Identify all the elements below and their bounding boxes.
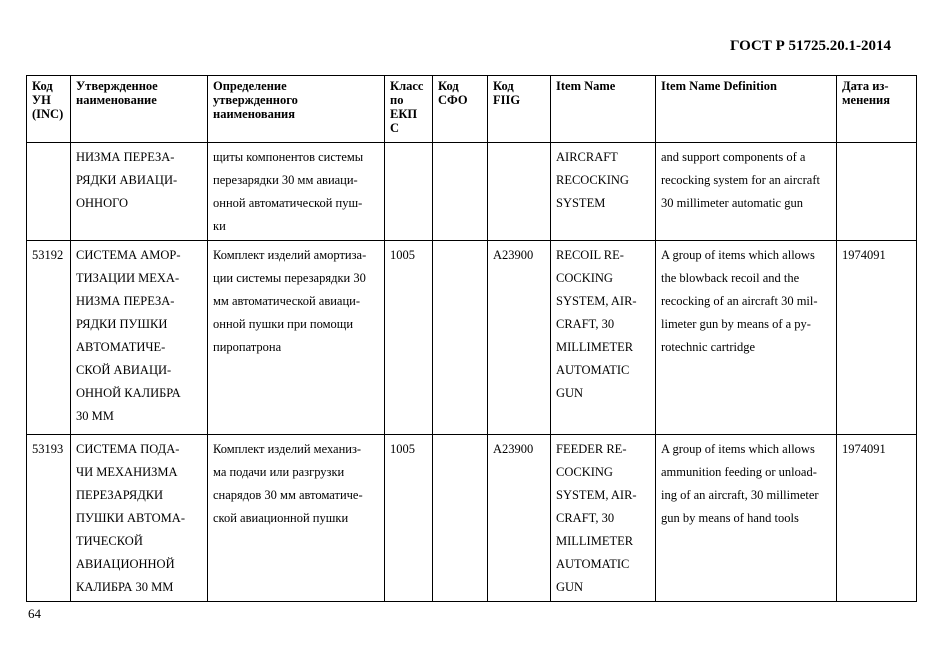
cell-inc (27, 143, 71, 241)
table-row (27, 143, 917, 241)
cell-sfo (433, 143, 488, 241)
page-number: 64 (28, 606, 41, 621)
cell-fiig: A23900 (488, 435, 551, 602)
cell-approved-name: НИЗМА ПЕРЕЗА- РЯДКИ АВИАЦИ- ОННОГО (71, 143, 208, 241)
col-header-item-name: Item Name (551, 76, 656, 143)
cell-definition: Комплект изделий механиз- ма подачи или разгрузки снарядов 30 мм автоматиче- ской авиационной пушки (208, 435, 385, 602)
cell-class: 1005 (385, 435, 433, 602)
cell-fiig (488, 143, 551, 241)
cell-item-name: FEEDER RE- COCKING SYSTEM, AIR- CRAFT, 30 MILLIMETER AUTOMATIC GUN (551, 435, 656, 602)
cell-sfo (433, 241, 488, 435)
cell-inc: 53193 (27, 435, 71, 602)
document-code: ГОСТ Р 51725.20.1-2014 (729, 38, 891, 54)
cell-definition: Комплект изделий амортиза- ции системы перезарядки 30 мм автоматической авиаци- онной пушки при помощи пиропатрона (208, 241, 385, 435)
cell-class: 1005 (385, 241, 433, 435)
col-header-inc: Код УН (INC) (27, 76, 71, 143)
cell-approved-name: СИСТЕМА ПОДА- ЧИ МЕХАНИЗМА ПЕРЕЗАРЯДКИ ПУШКИ АВТОМА- ТИЧЕСКОЙ АВИАЦИОННОЙ КАЛИБРА 30 ММ (71, 435, 208, 602)
table-row (27, 435, 917, 602)
col-header-item-definition: Item Name Definition (656, 76, 837, 143)
cell-date: 1974091 (837, 435, 917, 602)
cell-date (837, 143, 917, 241)
cell-item-definition: and support components of a recocking system for an aircraft 30 millimeter automatic gun (656, 143, 837, 241)
col-header-sfo: Код СФО (433, 76, 488, 143)
col-header-definition: Определение утвержденного наименования (208, 76, 385, 143)
header-row (27, 76, 917, 143)
cell-item-name: RECOIL RE- COCKING SYSTEM, AIR- CRAFT, 30 MILLIMETER AUTOMATIC GUN (551, 241, 656, 435)
col-header-date: Дата из- менения (837, 76, 917, 143)
cell-approved-name: СИСТЕМА АМОР- ТИЗАЦИИ МЕХА- НИЗМА ПЕРЕЗА- РЯДКИ ПУШКИ АВТОМАТИЧЕ- СКОЙ АВИАЦИ- ОННОЙ КАЛИБРА 30 ММ (71, 241, 208, 435)
cell-date: 1974091 (837, 241, 917, 435)
table-row (27, 241, 917, 435)
cell-fiig: A23900 (488, 241, 551, 435)
cell-item-name: AIRCRAFT RECOCKING SYSTEM (551, 143, 656, 241)
cell-class (385, 143, 433, 241)
col-header-fiig: Код FIIG (488, 76, 551, 143)
col-header-class: Класс по ЕКП С (385, 76, 433, 143)
cell-item-definition: A group of items which allows ammunition feeding or unload- ing of an aircraft, 30 millimeter gun by means of hand tools (656, 435, 837, 602)
cell-sfo (433, 435, 488, 602)
col-header-approved-name: Утвержденное наименование (71, 76, 208, 143)
cell-inc: 53192 (27, 241, 71, 435)
catalog-table (26, 75, 917, 602)
cell-definition: щиты компонентов системы перезарядки 30 мм авиаци- онной автоматической пуш- ки (208, 143, 385, 241)
cell-item-definition: A group of items which allows the blowback recoil and the recocking of an aircraft 30 mil- limeter gun by means of a py- rotechnic cartridge (656, 241, 837, 435)
